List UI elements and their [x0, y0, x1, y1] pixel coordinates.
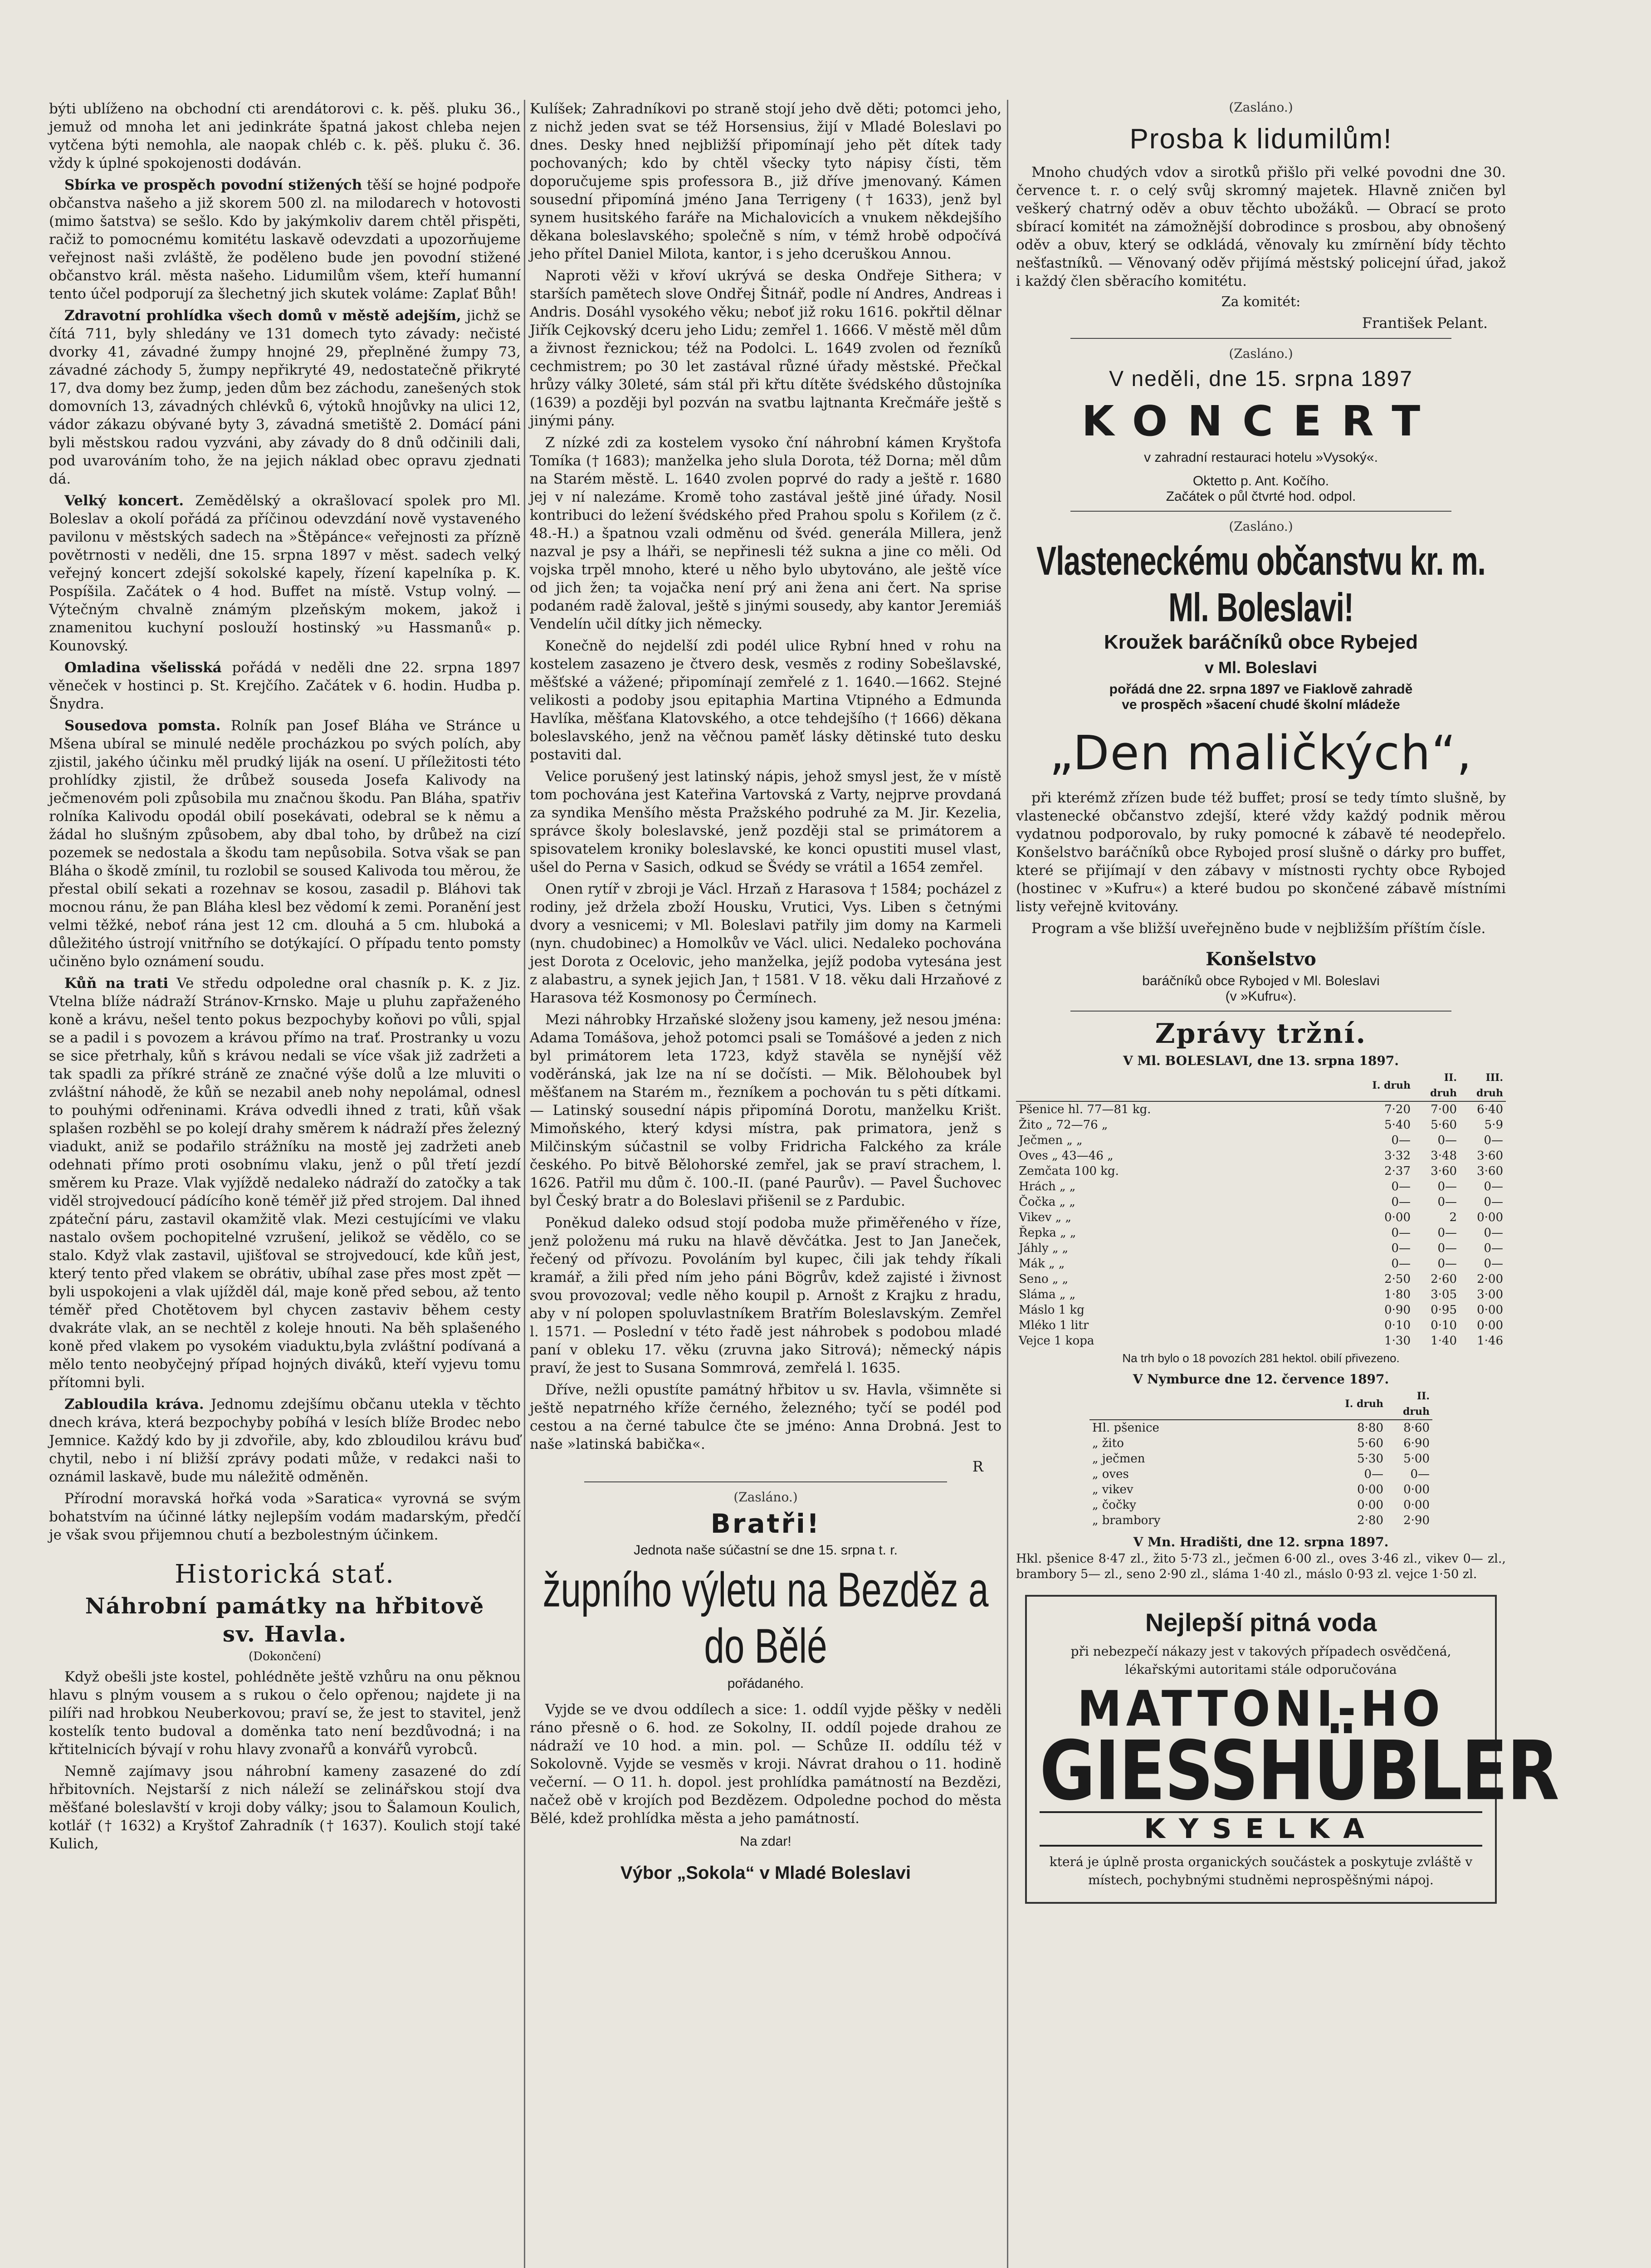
article-paragraph: Velice porušený jest latinský nápis, jehož smysl jest, že v místě tom pochována jest Kateřina Vartovská z Varty, nejprve provdaná za syndika Menšího města Pražského podruhé za M. Jir. Kezelia, správce školy boleslavské, jenž později stal se primátorem a spisovatelem kroniky boleslavské, ke konci opustiti musel vlast, ušel do Perna v Sasich, odkud se Švédy se vrátil a 1654 zemřel.	[530, 768, 1001, 875]
author-signature: R	[972, 1458, 983, 1475]
prosba-signature: František Pelant.	[1362, 314, 1488, 332]
concert-title: KONCERT	[1081, 397, 1441, 445]
konselstvo-heading: Konšelstvo	[1206, 948, 1316, 970]
price-cell: 5·60	[1357, 1437, 1383, 1450]
commodity-name: Čočka „ „	[1019, 1195, 1075, 1209]
column-rule-1	[524, 100, 525, 2268]
trip-heading: župního výletu na Bezděz a do Bělé	[542, 1562, 989, 1673]
price-cell: 1·40	[1431, 1334, 1457, 1348]
commodity-name: Oves „ 43—46 „	[1019, 1149, 1114, 1163]
price-cell: 1·80	[1384, 1288, 1411, 1301]
price-cell: 2	[1449, 1211, 1457, 1224]
market-col-header: II. druh	[1413, 1070, 1460, 1101]
zaslano-label: (Zasláno.)	[1229, 100, 1293, 115]
article-lead: Kůň na trati	[64, 975, 169, 992]
price-cell: 0·00	[1477, 1211, 1503, 1224]
market-note: Na trh bylo o 18 povozích 281 hektol. obilí přivezeno.	[1122, 1351, 1400, 1365]
commodity-name: Sláma „ „	[1019, 1288, 1076, 1301]
announcement-line: Jednota naše súčastní se dne 15. srpna t. r.	[633, 1543, 898, 1558]
market-row	[1016, 1225, 1506, 1241]
article-paragraph	[49, 1395, 521, 1486]
article-paragraph: Přírodní moravská hořká voda »Saratica« vyrovná se svým bohatstvím na účinné látky nejlepším vodám madarským, předčí je však svou přijemnou chutí a bezbolestným účinkem.	[49, 1491, 521, 1543]
market-row	[1016, 1287, 1506, 1302]
market-row	[1089, 1513, 1432, 1528]
price-cell: 0—	[1391, 1195, 1411, 1209]
article-text: Rolník pan Josef Bláha ve Stránce u Mšena ubíral se minulé neděle procházkou po svých polích, aby zjistil, jakého účinku měl prudký liják na osení. U příležitosti této prohlídky zjistil, že drůbež souseda Josefa Kalivody na ječmenovém poli způsobila mu značnou škodu. Pan Bláha, spatřiv rolníka Kalivodu opodál obilí posekávati, odebral se k němu a žádal ho slušným způsobem, aby dbal toho, by drůbež na cizí pozemek se nedostala a škodu tam nepůsobila. Sotva však se pan Bláha o škodě zmínil, tu rozlobil se soused Kalivoda tou měrou, že přestal obilí sekati a rozehnav se kosou, zasadil p. Bláhovi tak mocnou ránu, že pan Bláha klesl bez vědomí k zemi. Poranění jest velmi těžké, neboť rána jest 12 cm. dlouhá a 5 cm. hluboká a důležitého ústrojí vnitřního se dotýkající. O případu tento pomsty učiněno bylo oznámení soudu.	[49, 718, 521, 970]
den-text: při kterémž zřízen bude též buffet; prosí se tedy tímto slušně, by vlastenecké občanstvo zdejší, které vždy každý podnik měrou vydatnou podporovalo, by ruky pomocné k zábavě té neodepřelo. Konšelstvo baráčníků obce Rybojed prosí slušně o dárky pro buffet, které se přijímají v den zábavy v místnosti rychty obce Rybojed (hostinec v »Kufru«) a které budou po skončené zábavě místními listy veřejně kvitovány.	[1016, 790, 1506, 915]
divider	[1070, 511, 1451, 512]
zaslano-label: (Zasláno.)	[1229, 519, 1293, 534]
market-reports-heading: Zprávy tržní.	[1155, 1018, 1367, 1050]
price-cell: 2·80	[1357, 1514, 1383, 1527]
commodity-name: Máslo 1 kg	[1019, 1303, 1084, 1317]
price-cell: 0·00	[1384, 1211, 1411, 1224]
market-row	[1016, 1333, 1506, 1349]
price-cell: 0—	[1437, 1242, 1457, 1255]
market-heading: V Mn. Hradišti, dne 12. srpna 1897.	[1133, 1535, 1389, 1549]
market-col-header	[1016, 1070, 1367, 1101]
price-cell: 0—	[1484, 1257, 1503, 1271]
commodity-name: Vejce 1 kopa	[1019, 1334, 1094, 1348]
article-lead: Sousedova pomsta.	[64, 718, 221, 734]
market-row	[1016, 1133, 1506, 1148]
price-cell: 0—	[1484, 1195, 1503, 1209]
commodity-name: Řepka „ „	[1019, 1226, 1076, 1240]
price-cell: 0·90	[1384, 1303, 1411, 1317]
price-cell: 5·30	[1357, 1452, 1383, 1466]
article-lead: Velký koncert.	[64, 493, 184, 509]
article-text: jichž se čítá 711, byly shledány ve 131 domech tyto závady: nečisté dvorky 41, závadné žumpy hnojné 29, přeplněné žumpy 73, závadné záchody 5, žumpy nepřikryté 49, nedostatečně přikryté 17, dva domy bez žump, jeden dům bez záchodu, zanešených stok domovních 13, závadných chlévků 6, výtoků hnojůvky na ulici 12, vádor zákazu obývané byty 3, závadná smetiště 2. Domácí páni byli městskou radou vyzváni, aby závady do 8 dnů odčinili dali, pod uvarováním toho, že na jejich náklad obec opravu zjednati dá.	[49, 308, 521, 487]
article-paragraph: Dříve, nežli opustíte památný hřbitov u sv. Havla, všimněte si ještě nepatrného kříže černého, železného; tyčí se podél pod cestou a na černé tabulce čte se jméno: Anna Drobná. Jest to naše »latinská babička«.	[530, 1382, 1001, 1452]
market-row	[1089, 1482, 1432, 1497]
article-paragraph: Naproti věži v křoví ukrývá se deska Ondřeje Sithera; v starších pamětech slove Ondřej Šitnář, podle ní Andres, Andreas i Andris. Dosáhl vysokého věku; neboť již roku 1616. pokřtil dělnar Jiřík Cejkovský dceru jeho Lidu; zemřel 1. 1666. V městě měl dům a živnost řeznickou; též na Podolci. L. 1649 zvolen od řezníků cechmistrem; po 30 let zastával různé úřady městské. Přečkal hrůzy války 30leté, sám stál při křtu dítěte švédského důstojníka (1639) a později byl pozván na svatbu lajtnanta Krečmáře ještě s jinými pány.	[530, 268, 1001, 429]
price-cell: 0·10	[1431, 1319, 1457, 1332]
commodity-name: Pšenice hl. 77—81 kg.	[1019, 1103, 1151, 1116]
article-paragraph: Kulíšek; Zahradníkovi po straně stojí jeho dvě děti; potomci jeho, z nichž jeden svat se též Horsensius, žijí v Mladé Boleslavi po dnes. Desky hned nejbližší připomínají jeho pět dítek tady pochovaných; kdo by chtěl všecky tyto nápisy čísti, těm doporučujeme spis professora B., již dříve jmenovaný. Kámen sousední připomíná jméno Jana Terrigeny († 1633), jenž byl synem husitského faráře na Michalovicích a vnukem někdejšího děkana boleslavského; společně s ním, v témž hrobě odpočívá jeho přítel Daniel Milota, kantor, i s jeho dceruškou Annou.	[530, 101, 1001, 262]
market-row	[1016, 1179, 1506, 1194]
bratri-heading: Bratři!	[710, 1508, 821, 1539]
price-cell: 0—	[1391, 1134, 1411, 1147]
price-cell: 0—	[1391, 1242, 1411, 1255]
market-row	[1089, 1466, 1432, 1482]
price-cell: 0·00	[1477, 1303, 1503, 1317]
article-paragraph: Mezi náhrobky Hrzaňské složeny jsou kameny, jež nesou jména: Adama Tomášova, jehož potomci psali se Tomášové a jeden z nich byl primátorem leta 1723, když stavěla se nynější věž voděránská, jak lze na ní se dočísti. — Mik. Bělohoubek byl měšťanem na Starém m., řezníkem a pochován tu s pěti dítkami. — Latinský sousední nápis připomíná Dorotu, manželku Krišt. Mimoňského, který kdysi místra, pak primatora, jenž s Milčinským súčastnil se volby Fridricha Falckého za krále českého. Po bitvě Bělohorské zemřel, jak se praví strachem, l. 1626. Patřil mu dům č. 100.-II. (pané Paurův). — Pavel Šuchovec byl Český bratr a do Boleslavi přišenil se z Pardubic.	[530, 1012, 1001, 1209]
market-row	[1016, 1117, 1506, 1133]
market-row	[1089, 1497, 1432, 1513]
price-cell: 0—	[1437, 1226, 1457, 1240]
price-cell: 0—	[1437, 1257, 1457, 1271]
continuation-note: (Dokončení)	[249, 1650, 321, 1663]
market-row	[1016, 1302, 1506, 1318]
ad-brand-kyselka: KYSELKA	[1040, 1811, 1482, 1847]
market-row	[1089, 1420, 1432, 1436]
market-text: Hkl. pšenice 8·47 zl., žito 5·73 zl., ječmen 6·00 zl., oves 3·46 zl., vikev 0— zl., brambory 5— zl., seno 2·90 zl., sláma 1·40 zl., máslo 0·93 zl. vejce 1·50 zl.	[1016, 1552, 1506, 1581]
price-cell: 0·00	[1357, 1498, 1383, 1512]
market-col-header: III. druh	[1460, 1070, 1506, 1101]
commodity-name: Hrách „ „	[1019, 1180, 1076, 1193]
price-cell: 0—	[1437, 1134, 1457, 1147]
price-cell: 3·00	[1477, 1288, 1503, 1301]
article-paragraph: Z nízké zdi za kostelem vysoko ční náhrobní kámen Kryštofa Tomíka († 1683); manželka jeho slula Dorota, též Dorna; měl dům na Starém městě. L. 1640 zvolen poprvé do rady a ještě r. 1680 jej v ní nalezáme. Kromě toho zastával ještě jiné úřady. Nosil kontribuci do ležení švédského před Prahou spolu s Kořilem (z č. 48.-H.) a špatnou vzali odměnu od švéd. generála Millera, jenž nazval je psy a lháři, se nepřinesli též sukna a jine co měli. Od vojska trpěl mnoho, které u něho bylo ubytováno, ale ještě více od jich žen; ta vojačka není prý ani žena ani čert. Na sprise podaném radě žaloval, ještě s jinými sousedy, aby kantor Jeremiáš Vendelín učil dítky jich německy.	[530, 435, 1001, 632]
price-cell: 0—	[1364, 1467, 1383, 1481]
market-row	[1016, 1148, 1506, 1163]
article-text: těší se hojné podpoře občanstva našeho a již skorem 500 zl. na milodarech v hotovosti (mimo šatstva) se sešlo. Kdo by jakýmkoliv darem chtěl přispěti, račiž to pomocnému komitétu laskavě odevzdati a upozorňujeme veřejnost naši zvláště, že poděleno bude jen povodní stižené občanstvo král. města našeho. Lidumilům všem, kteří humanní tento účel podporují za šlechetný jich skutek voláme: Zaplať Bůh!	[49, 177, 521, 302]
krouzek-place: v Ml. Boleslavi	[1204, 658, 1318, 677]
price-cell: 3·60	[1477, 1149, 1503, 1163]
price-cell: 0—	[1484, 1226, 1503, 1240]
market-heading: V Ml. BOLESLAVI, dne 13. srpna 1897.	[1123, 1053, 1399, 1068]
price-cell: 3·05	[1431, 1288, 1457, 1301]
announcement-text: Vyjde se ve dvou oddílech a sice: 1. oddíl vyjde pěšky v neděli ráno přesně o 6. hod. ze Sokolny, II. oddíl pojede drahou ze nádraží ve 10 hod. a min. pol. — Schůze II. oddílu též v Sokolovně. Vyjde se vesměs v kroji. Návrat drahou o 11. hodině večerní. — O 11. h. dopol. jest prohlídka památností na Bezdězi, načež obě v krojích pod Bezdězem. Odpoledne pochod do města Bělé, kdež prohlídka města a jeho památností.	[530, 1701, 1001, 1827]
market-heading: V Nymburce dne 12. července 1897.	[1133, 1372, 1389, 1387]
concert-performer: Oktetto p. Ant. Kočího.	[1192, 474, 1329, 489]
price-cell: 8·80	[1357, 1421, 1383, 1435]
price-cell: 0·00	[1477, 1319, 1503, 1332]
price-cell: 0·95	[1431, 1303, 1457, 1317]
column-1	[49, 100, 521, 1857]
divider	[1070, 338, 1451, 339]
article-paragraph	[49, 307, 521, 488]
price-cell: 2·50	[1384, 1272, 1411, 1286]
market-row	[1016, 1241, 1506, 1256]
ad-text: při nebezpečí nákazy jest v takových případech osvědčená, lékařskými autoritami stále odporučována	[1070, 1644, 1451, 1677]
market-row	[1016, 1210, 1506, 1225]
column-2	[530, 100, 1001, 1897]
price-cell: 5·60	[1431, 1118, 1457, 1132]
article-lead: Zdravotní prohlídka všech domů v městě adejším,	[64, 308, 461, 324]
article-paragraph	[49, 492, 521, 655]
market-table-nymburk	[1089, 1388, 1432, 1528]
price-cell: 0—	[1484, 1242, 1503, 1255]
market-col-header	[1089, 1388, 1340, 1420]
commodity-name: „ vikev	[1092, 1483, 1133, 1496]
article-paragraph: Když obešli jste kostel, pohlédněte ještě vzhůru na onu pěknou hlavu s plným vousem a s rukou o čelo opřenou; najdete ji na pilíři nad hrobkou Neuberkovou; praví se, že jest to stavitel, jenž kostelík tento budoval a doměnka tato není bezdůvodná; i na křtitelnicích bývají v rohu hlavy zvonařů a konvářů vyrobců.	[49, 1669, 521, 1758]
price-cell: 0—	[1484, 1180, 1503, 1193]
section-subtitle: sv. Havla.	[223, 1622, 347, 1647]
commodity-name: Žito „ 72—76 „	[1019, 1118, 1108, 1132]
price-cell: 0·00	[1403, 1498, 1430, 1512]
article-lead: Sbírka ve prospěch povodní stižených	[64, 177, 362, 193]
price-cell: 0—	[1391, 1226, 1411, 1240]
price-cell: 7·20	[1384, 1103, 1411, 1116]
market-row	[1016, 1271, 1506, 1287]
article-paragraph	[49, 176, 521, 303]
article-paragraph: Poněkud daleko odsud stojí podoba muže přiměřeného v říze, jenž položenu má ruku na hlavě děvčátka. Jest to Jan Janeček, řečený od přívozu. Povoláním byl kupec, čili jak tehdy říkali kramář, a žili před ním jeho páni Bögrův, kdež zajisté i živnost svou provozoval; vedle něho koupil p. Arnošt z Krajku z hradu, aby v ní polopen spoluvlastníkem Bratřím Boleslavským. Zemřel l. 1571. — Poslední v této řadě jest náhrobek s podobou mladé paní v obleku 17. věku (zruvna jako Sitrová); německý nápis praví, že jest to Susana Sommrová, zemřelá l. 1635.	[530, 1215, 1001, 1376]
article-lead: Zabloudila kráva.	[64, 1396, 204, 1413]
commodity-name: Hl. pšenice	[1092, 1421, 1159, 1435]
commodity-name: Mléko 1 litr	[1019, 1319, 1089, 1332]
signature-committee: Výbor „Sokola“ v Mladé Boleslavi	[620, 1863, 911, 1883]
commodity-name: Ječmen „ „	[1019, 1134, 1083, 1147]
price-cell: 0—	[1391, 1257, 1411, 1271]
section-subtitle: Náhrobní památky na hřbitově	[85, 1593, 485, 1619]
vlastenec-heading: Vlasteneckému občanstvu kr. m. Ml. Boleslavi!	[1036, 538, 1485, 630]
den-malickych-heading: „Den maličkých“,	[1049, 725, 1473, 781]
mattoni-advertisement	[1025, 1595, 1558, 1904]
article-paragraph: Onen rytíř v zbroji je Václ. Hrzaň z Harasova † 1584; pocházel z rodiny, jež držela zboží Housku, Vrutici, Vys. Liben s četnými dvory a vesnicemi; v Ml. Boleslavi patřily jim domy na Karmeli (nyn. chudobinec) a Homolkův ve Václ. ulici. Nedaleko pochována jest Dorota z Ocelovic, jeho manželka, jejíž podoba vytesána jest z alabastru, a synek jejich Jan, † 1581. V 18. věku dali Hrzaňové z Harasova též Kosmonosy po Čermínech.	[530, 881, 1001, 1006]
zaslano-label: (Zasláno.)	[1229, 346, 1293, 361]
ad-brand-giesshubler: GIESSHÜBLER	[1040, 1724, 1558, 1819]
market-row	[1016, 1318, 1506, 1333]
price-cell: 5·00	[1403, 1452, 1430, 1466]
article-paragraph	[49, 659, 521, 713]
market-row	[1016, 1163, 1506, 1179]
market-row	[1016, 1194, 1506, 1210]
announcement-line: pořádaného.	[727, 1676, 804, 1691]
price-cell: 0—	[1484, 1134, 1503, 1147]
price-cell: 8·60	[1403, 1421, 1430, 1435]
article-paragraph: býti ublíženo na obchodní cti arendátorovi c. k. pěš. pluku 36., jemuž od mnoha let ani jedinkráte špatná jakost chleba nejen vytčena býti nemohla, ale naopak chléb c. k. pěš. pluku č. 36. vždy k úplné spokojenosti dodáván.	[49, 101, 521, 171]
price-cell: 0—	[1410, 1467, 1430, 1481]
price-cell: 0—	[1437, 1195, 1457, 1209]
price-cell: 0—	[1437, 1180, 1457, 1193]
prosba-heading: Prosba k lidumilům!	[1129, 123, 1392, 155]
concert-place: v zahradní restauraci hotelu »Vysoký«.	[1144, 450, 1378, 465]
price-cell: 0·00	[1403, 1483, 1430, 1496]
price-cell: 3·32	[1384, 1149, 1411, 1163]
price-cell: 3·48	[1431, 1149, 1457, 1163]
commodity-name: „ ječmen	[1092, 1452, 1145, 1466]
price-cell: 6·40	[1477, 1103, 1503, 1116]
article-text: Ve středu odpoledne oral chasník p. K. z Jiz. Vtelna blíže nádraží Stránov-Krnsko. Maje u pluhu zapřaženého koně a krávu, nešel tento pokus bezpochyby koňovi po vůli, spjal se a padil i s povozem a krávou přímo na trať. Prostranky u vozu se sice přetrhaly, kůň s krávou nedali se více však již zadržeti a tak spadli za příkré stráně ze značné výše dolů a lze mluviti o zvláštní náhodě, že kůň se nezabil aneb nohy nepolámal, odnesl to pouhými odřeninami. Kráva odvedli ihned z trati, kůň však splašen rozběhl se po kolejí drahy směrem k nádraží přes železný viadukt, aniž se podařilo strážníku na mostě jej zadržeti aneb odehnati přímo proti osobnímu vlaku, jenž o půl třetí jezdí směrem ku Praze. Vlak vyjíždě nedaleko nádraží do zatočky a tak viděl strojvedoucí pádícího koně téměř již před strojem. Dal ihned zpáteční páru, zastavil okamžitě vlak. Mezi cestujícími ve vlaku nastalo ovšem pochopitelné vzrušení, jelikož se vědělo, co se stalo. Když vlak zastavil, ujišťoval se strojvedoucí, kde kůň jest, který tento před vlakem se obrátiv, ubíhal zase přes most zpět — byli uspokojeni a vlak ujížděl dál, maje koně před sebou, až tento téměř před Chotětovem byl chycen zastaviv během cesty dvakráte vlak, an se nechtěl z koleje hnouti. Na běh splašeného koně před vlakem po vysokém viaduktu,byla zvláštní podívaná a mělo tento neobyčejný případ hojných diváků, kteří vyjevu tomu přítomni byli.	[49, 975, 521, 1391]
market-row	[1016, 1101, 1506, 1117]
commodity-name: „ brambory	[1092, 1514, 1161, 1527]
column-3	[1016, 100, 1558, 1904]
article-lead: Omladina všelisská	[64, 660, 222, 676]
price-cell: 0·00	[1357, 1483, 1383, 1496]
price-cell: 0·10	[1384, 1319, 1411, 1332]
price-cell: 0—	[1391, 1180, 1411, 1193]
column-rule-2	[1007, 100, 1008, 2268]
market-col-header: II. druh	[1386, 1388, 1432, 1420]
commodity-name: Zemčata 100 kg.	[1019, 1164, 1119, 1178]
ad-brand-mattoni: MATTONI-HO	[1077, 1681, 1445, 1738]
commodity-name: Seno „ „	[1019, 1272, 1069, 1286]
ad-heading: Nejlepší pitná voda	[1145, 1608, 1377, 1637]
market-row	[1089, 1451, 1432, 1466]
price-cell: 1·46	[1477, 1334, 1503, 1348]
commodity-name: Jáhly „ „	[1019, 1242, 1069, 1255]
commodity-name: „ oves	[1092, 1467, 1129, 1481]
krouzek-line: pořádá dne 22. srpna 1897 ve Fiaklově zahradě	[1109, 682, 1413, 697]
den-text: Program a vše bližší uveřejněno bude v nejbližším příštím čísle.	[1031, 920, 1486, 937]
article-text: Jednomu zdejšímu občanu utekla v těchto dnech kráva, která bezpochyby pobíhá v lesích blíže Brodec nebo Jemnice. Každý kdo by ji zdvořile, aby, kdo zbloudilou krávu buď chytil, nebo i ní bližší zprávy podati může, v redakci naši to oznámil laskavě, bude mu náležitě odměněn.	[49, 1396, 521, 1485]
price-cell: 6·90	[1403, 1437, 1430, 1450]
price-cell: 3·60	[1431, 1164, 1457, 1178]
prosba-committee: Za komitét:	[1221, 294, 1301, 310]
article-paragraph: Nemně zajímavy jsou náhrobní kameny zasazené do zdí hřbitovních. Nejstarší z nich náleží se zelinářskou stojí dva měšťané boleslavští v kroji doby války; jsou to Šalamoun Koulich, kotlář († 1632) a Kryštof Zahradník († 1637). Koulich stojí také Kulich,	[49, 1763, 521, 1852]
zaslano-label: (Zasláno.)	[733, 1490, 798, 1505]
commodity-name: Vikev „ „	[1019, 1211, 1071, 1224]
price-cell: 2·37	[1384, 1164, 1411, 1178]
price-cell: 5·40	[1384, 1118, 1411, 1132]
divider	[1070, 1011, 1451, 1012]
divider	[584, 1481, 947, 1482]
commodity-name: „ čočky	[1092, 1498, 1136, 1512]
market-col-header: I. druh	[1340, 1388, 1386, 1420]
commodity-name: „ žito	[1092, 1437, 1124, 1450]
market-row	[1016, 1256, 1506, 1271]
market-row	[1089, 1436, 1432, 1451]
section-title: Historická stať.	[175, 1559, 395, 1589]
price-cell: 5·9	[1484, 1118, 1503, 1132]
article-paragraph	[49, 974, 521, 1392]
konselstvo-line: baráčníků obce Rybojed v Ml. Boleslavi	[1142, 973, 1380, 988]
krouzek-heading: Kroužek baráčníků obce Rybejed	[1104, 631, 1418, 653]
greeting: Na zdar!	[740, 1834, 791, 1849]
article-text: pořádá v neděli dne 22. srpna 1897 věneček v hostinci p. St. Krejčího. Začátek v 6. hodin. Hudba p. Šnydra.	[49, 660, 521, 712]
price-cell: 2·00	[1477, 1272, 1503, 1286]
article-text: Zemědělský a okrašlovací spolek pro Ml. Boleslav a okolí pořádá za příčinou odevzdání nově vystaveného pavilonu v městských sadech na »Štěpánce« veřejnosti za přízně povětrnosti v neděli, dne 15. srpna 1897 v měst. sadech velký veřejný koncert zdejší sokolské kapely, řízení kapelníka p. K. Pospíšila. Začátek o 4 hod. Buffet na místě. Vstup volný. — Výtečným chvalně známým plzeňským mokem, jakož i znamenitou kuchyní poslouží hostinský »u Hassmanů« p. Kounovský.	[49, 493, 521, 654]
commodity-name: Mák „ „	[1019, 1257, 1065, 1271]
concert-date: V neděli, dne 15. srpna 1897	[1109, 367, 1413, 391]
price-cell: 7·00	[1431, 1103, 1457, 1116]
konselstvo-line: (v »Kufru«).	[1225, 989, 1297, 1004]
concert-start: Začátek o půl čtvrté hod. odpol.	[1166, 489, 1356, 504]
market-table-mlada-boleslav	[1016, 1070, 1506, 1349]
price-cell: 3·60	[1477, 1164, 1503, 1178]
ad-text: která je úplně prosta organických součástek a poskytuje zvláště v místech, pochybnými studněmi neprospěšnými nápoj.	[1049, 1854, 1473, 1887]
price-cell: 2·60	[1431, 1272, 1457, 1286]
article-paragraph	[49, 717, 521, 971]
article-paragraph: Konečně do nejdelší zdi podél ulice Rybní hned v rohu na kostelem zasazeno je čtvero desk, vesměs z rodiny Sobešlavské, měšťské a vážené; připomínají zemřelé z 1. 1640.—1662. Stejné velikosti a podoby jsou epitaphia Martina Vtipného a Edmunda Havlíka, měšťana Klatovského, a otce tehdejšího († 1666) děkana boleslavského, jenž na věčnou paměť lásky dětinské tuto desku postaviti dal.	[530, 638, 1001, 763]
price-cell: 2·90	[1403, 1514, 1430, 1527]
market-col-header: I. druh	[1367, 1070, 1413, 1101]
price-cell: 1·30	[1384, 1334, 1411, 1348]
krouzek-line: ve prospěch »šacení chudé školní mládeže	[1122, 697, 1400, 712]
prosba-text: Mnoho chudých vdov a sirotků přišlo při velké povodni dne 30. července t. r. o celý svůj skromný majetek. Hlavně zničen byl veškerý chatrný oděv a obuv těchto ubožáků. — Obrací se proto sbírací komitét na zámožnější dobrodince s prosbou, aby obnošený oděv a obuv, který se odkládá, věnovaly ku zmírnění bídy těchto nešťastníků. — Věnovaný oděv přijímá městský policejní úřad, jakož i každý člen sběracího komitétu.	[1016, 164, 1506, 289]
